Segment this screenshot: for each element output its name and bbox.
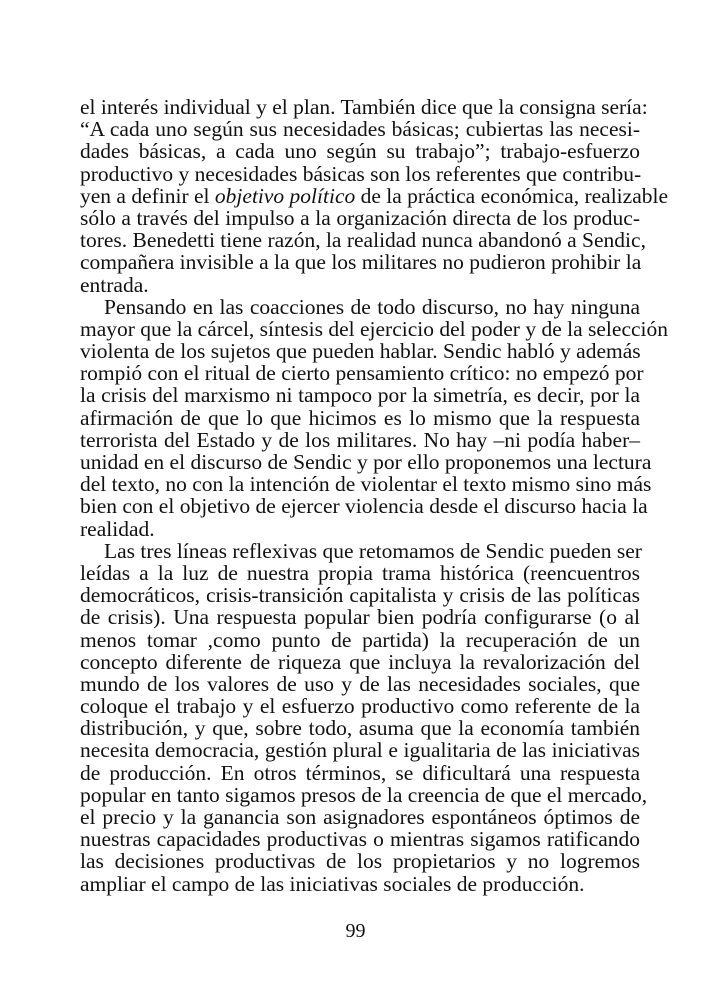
text-line: nuestras capacidades productivas o mientras sigamos ratificando bbox=[80, 827, 640, 852]
paragraph bbox=[80, 294, 669, 541]
page-number: 99 bbox=[345, 920, 366, 942]
text-line: terrorista del Estado y de los militares. No hay –ni podía haber– bbox=[80, 427, 640, 452]
text-line: necesita democracia, gestión plural e igualitaria de las iniciativas bbox=[80, 738, 640, 763]
text-line: del texto, no con la intención de violentar el texto mismo sino más bbox=[80, 472, 652, 497]
text-line: “A cada uno según sus necesidades básicas; cubiertas las necesi- bbox=[80, 117, 640, 142]
text-line bbox=[80, 183, 668, 208]
text-line: compañera invisible a la que los militares no pudieron prohibir la bbox=[80, 250, 642, 275]
italic-phrase: objetivo político bbox=[214, 183, 356, 208]
text-line: afirmación de que lo que hicimos es lo mismo que la respuesta bbox=[80, 405, 640, 430]
text-segment: de la práctica económica, realizable bbox=[355, 183, 668, 208]
text-line: Pensando en las coacciones de todo discurso, no hay ninguna bbox=[104, 294, 640, 319]
text-line: rompió con el ritual de cierto pensamiento crítico: no empezó por bbox=[80, 361, 644, 386]
text-line: concepto diferente de riqueza que incluya la revalorización del bbox=[80, 649, 640, 674]
text-line: entrada. bbox=[80, 272, 149, 297]
text-line: mayor que la cárcel, síntesis del ejercicio del poder y de la selección bbox=[80, 316, 669, 341]
text-line: ampliar el campo de las iniciativas sociales de producción. bbox=[80, 871, 585, 896]
text-line: las decisiones productivas de los propietarios y no logremos bbox=[80, 849, 640, 874]
text-line: unidad en el discurso de Sendic y por ello proponemos una lectura bbox=[80, 450, 652, 474]
paragraph bbox=[80, 538, 648, 896]
text-line: mundo de los valores de uso y de las necesidades sociales, que bbox=[80, 671, 640, 696]
text-line: la crisis del marxismo ni tampoco por la simetría, es decir, por la bbox=[80, 383, 640, 408]
text-line: Las tres líneas reflexivas que retomamos de Sendic pueden ser bbox=[104, 538, 642, 563]
text-line: coloque el trabajo y el esfuerzo productivo como referente de la bbox=[80, 694, 640, 719]
text-line: violenta de los sujetos que pueden hablar. Sendic habló y además bbox=[80, 339, 641, 364]
text-line: el interés individual y el plan. También dice que la consigna sería: bbox=[80, 95, 648, 119]
text-line: bien con el objetivo de ejercer violencia desde el discurso hacia la bbox=[80, 494, 648, 519]
text-segment: yen a definir el bbox=[80, 183, 215, 208]
text-line: menos tomar ,como punto de partida) la recuperación de un bbox=[80, 627, 640, 652]
text-line: realidad. bbox=[80, 516, 155, 541]
text-line: distribución, y que, sobre todo, asuma que la economía también bbox=[80, 716, 640, 741]
text-line: sólo a través del impulso a la organización directa de los produc- bbox=[80, 205, 640, 230]
paragraph bbox=[80, 95, 668, 297]
text-line: popular en tanto sigamos presos de la creencia de que el mercado, bbox=[80, 782, 648, 807]
text-line: tores. Benedetti tiene razón, la realidad nunca abandonó a Sendic, bbox=[80, 228, 646, 253]
page-body bbox=[80, 95, 669, 896]
text-line: de producción. En otros términos, se dificultará una respuesta bbox=[80, 760, 640, 785]
text-line: leídas a la luz de nuestra propia trama histórica (reencuentros bbox=[80, 560, 640, 585]
text-line: dades básicas, a cada uno según su trabajo”; trabajo-esfuerzo bbox=[80, 139, 640, 164]
text-line: productivo y necesidades básicas son los referentes que contribu- bbox=[80, 161, 642, 186]
text-line: el precio y la ganancia son asignadores espontáneos óptimos de bbox=[80, 805, 640, 829]
text-line: democráticos, crisis-transición capitalista y crisis de las políticas bbox=[80, 583, 640, 608]
text-line: de crisis). Una respuesta popular bien podría configurarse (o al bbox=[80, 605, 640, 630]
